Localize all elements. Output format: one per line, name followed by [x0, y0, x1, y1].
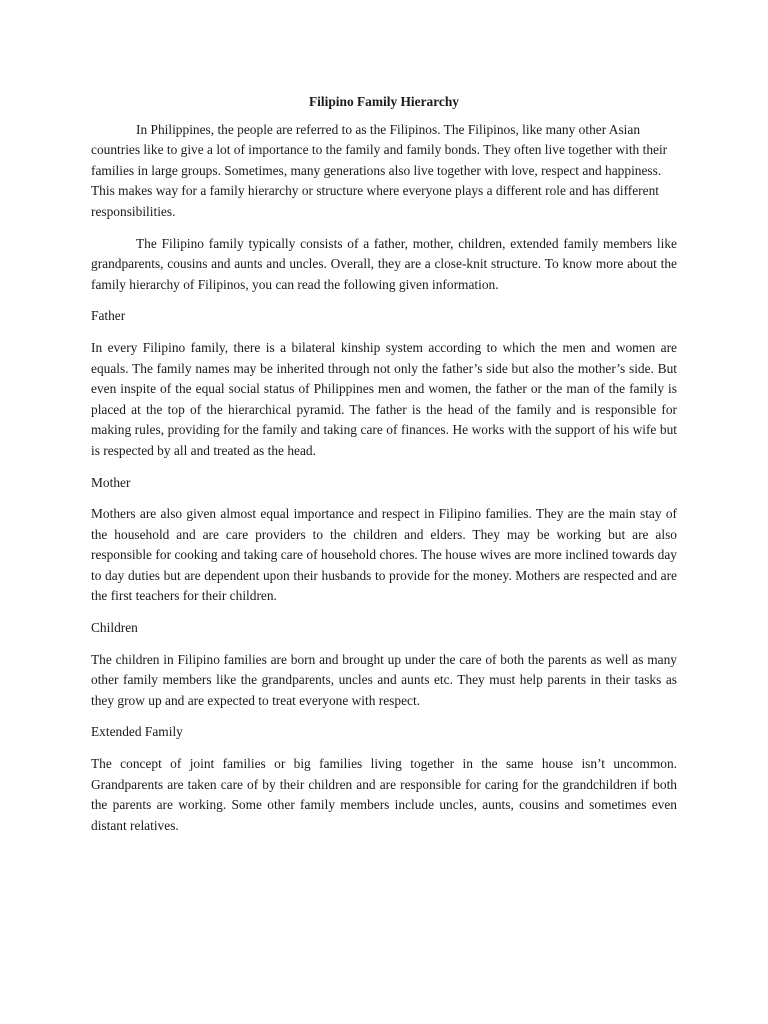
section-text-extended-family: The concept of joint families or big families living together in the same house isn’t uncommon. Grandparents are taken care of by their children and are responsible for caring for the grandchildren if both the parents are working. Some other family members include uncles, aunts, cousins and sometimes even distant relatives.: [91, 756, 677, 833]
document-page: [91, 92, 677, 847]
section-text-mother: Mothers are also given almost equal importance and respect in Filipino families. They are the main stay of the household and are care providers to the children and elders. They may be working but are also responsible for cooking and taking care of household chores. The house wives are more inclined towards day to day duties but are dependent upon their husbands to provide for the money. Mothers are respected and are the first teachers for their children.: [91, 506, 677, 604]
document-title: Filipino Family Hierarchy: [308, 94, 460, 109]
section-heading-father: Father: [91, 308, 126, 324]
intro-paragraph-2: The Filipino family typically consists of a father, mother, children, extended family members like grandparents, cousins and aunts and uncles. Overall, they are a close-knit structure. To know more about the family hierarchy of Filipinos, you can read the following given information.: [91, 235, 677, 292]
section-text-children: The children in Filipino families are born and brought up under the care of both the parents as well as many other family members like the grandparents, uncles and aunts etc. They must help parents in their tasks as they grow up and are expected to treat everyone with respect.: [91, 651, 677, 708]
intro-paragraph-1: In Philippines, the people are referred to as the Filipinos. The Filipinos, like many other Asian countries like to give a lot of importance to the family and family bonds. They often live together with their families in large groups. Sometimes, many generations also live together with love, respect and happiness. This makes way for a family hierarchy or structure where everyone plays a different role and has different responsibilities.: [91, 121, 668, 219]
section-heading-mother: Mother: [91, 474, 131, 490]
section-heading-extended-family: Extended Family: [91, 724, 183, 740]
section-text-father: In every Filipino family, there is a bilateral kinship system according to which the men and women are equals. The family names may be inherited through not only the father’s side but also the mother’s side. But even inspite of the equal social status of Philippines men and women, the father or the man of the family is placed at the top of the hierarchical pyramid. The father is the head of the family and is responsible for making rules, providing for the family and taking care of finances. He works with the support of his wife but is respected by all and treated as the head.: [91, 339, 677, 458]
section-heading-children: Children: [91, 620, 138, 636]
